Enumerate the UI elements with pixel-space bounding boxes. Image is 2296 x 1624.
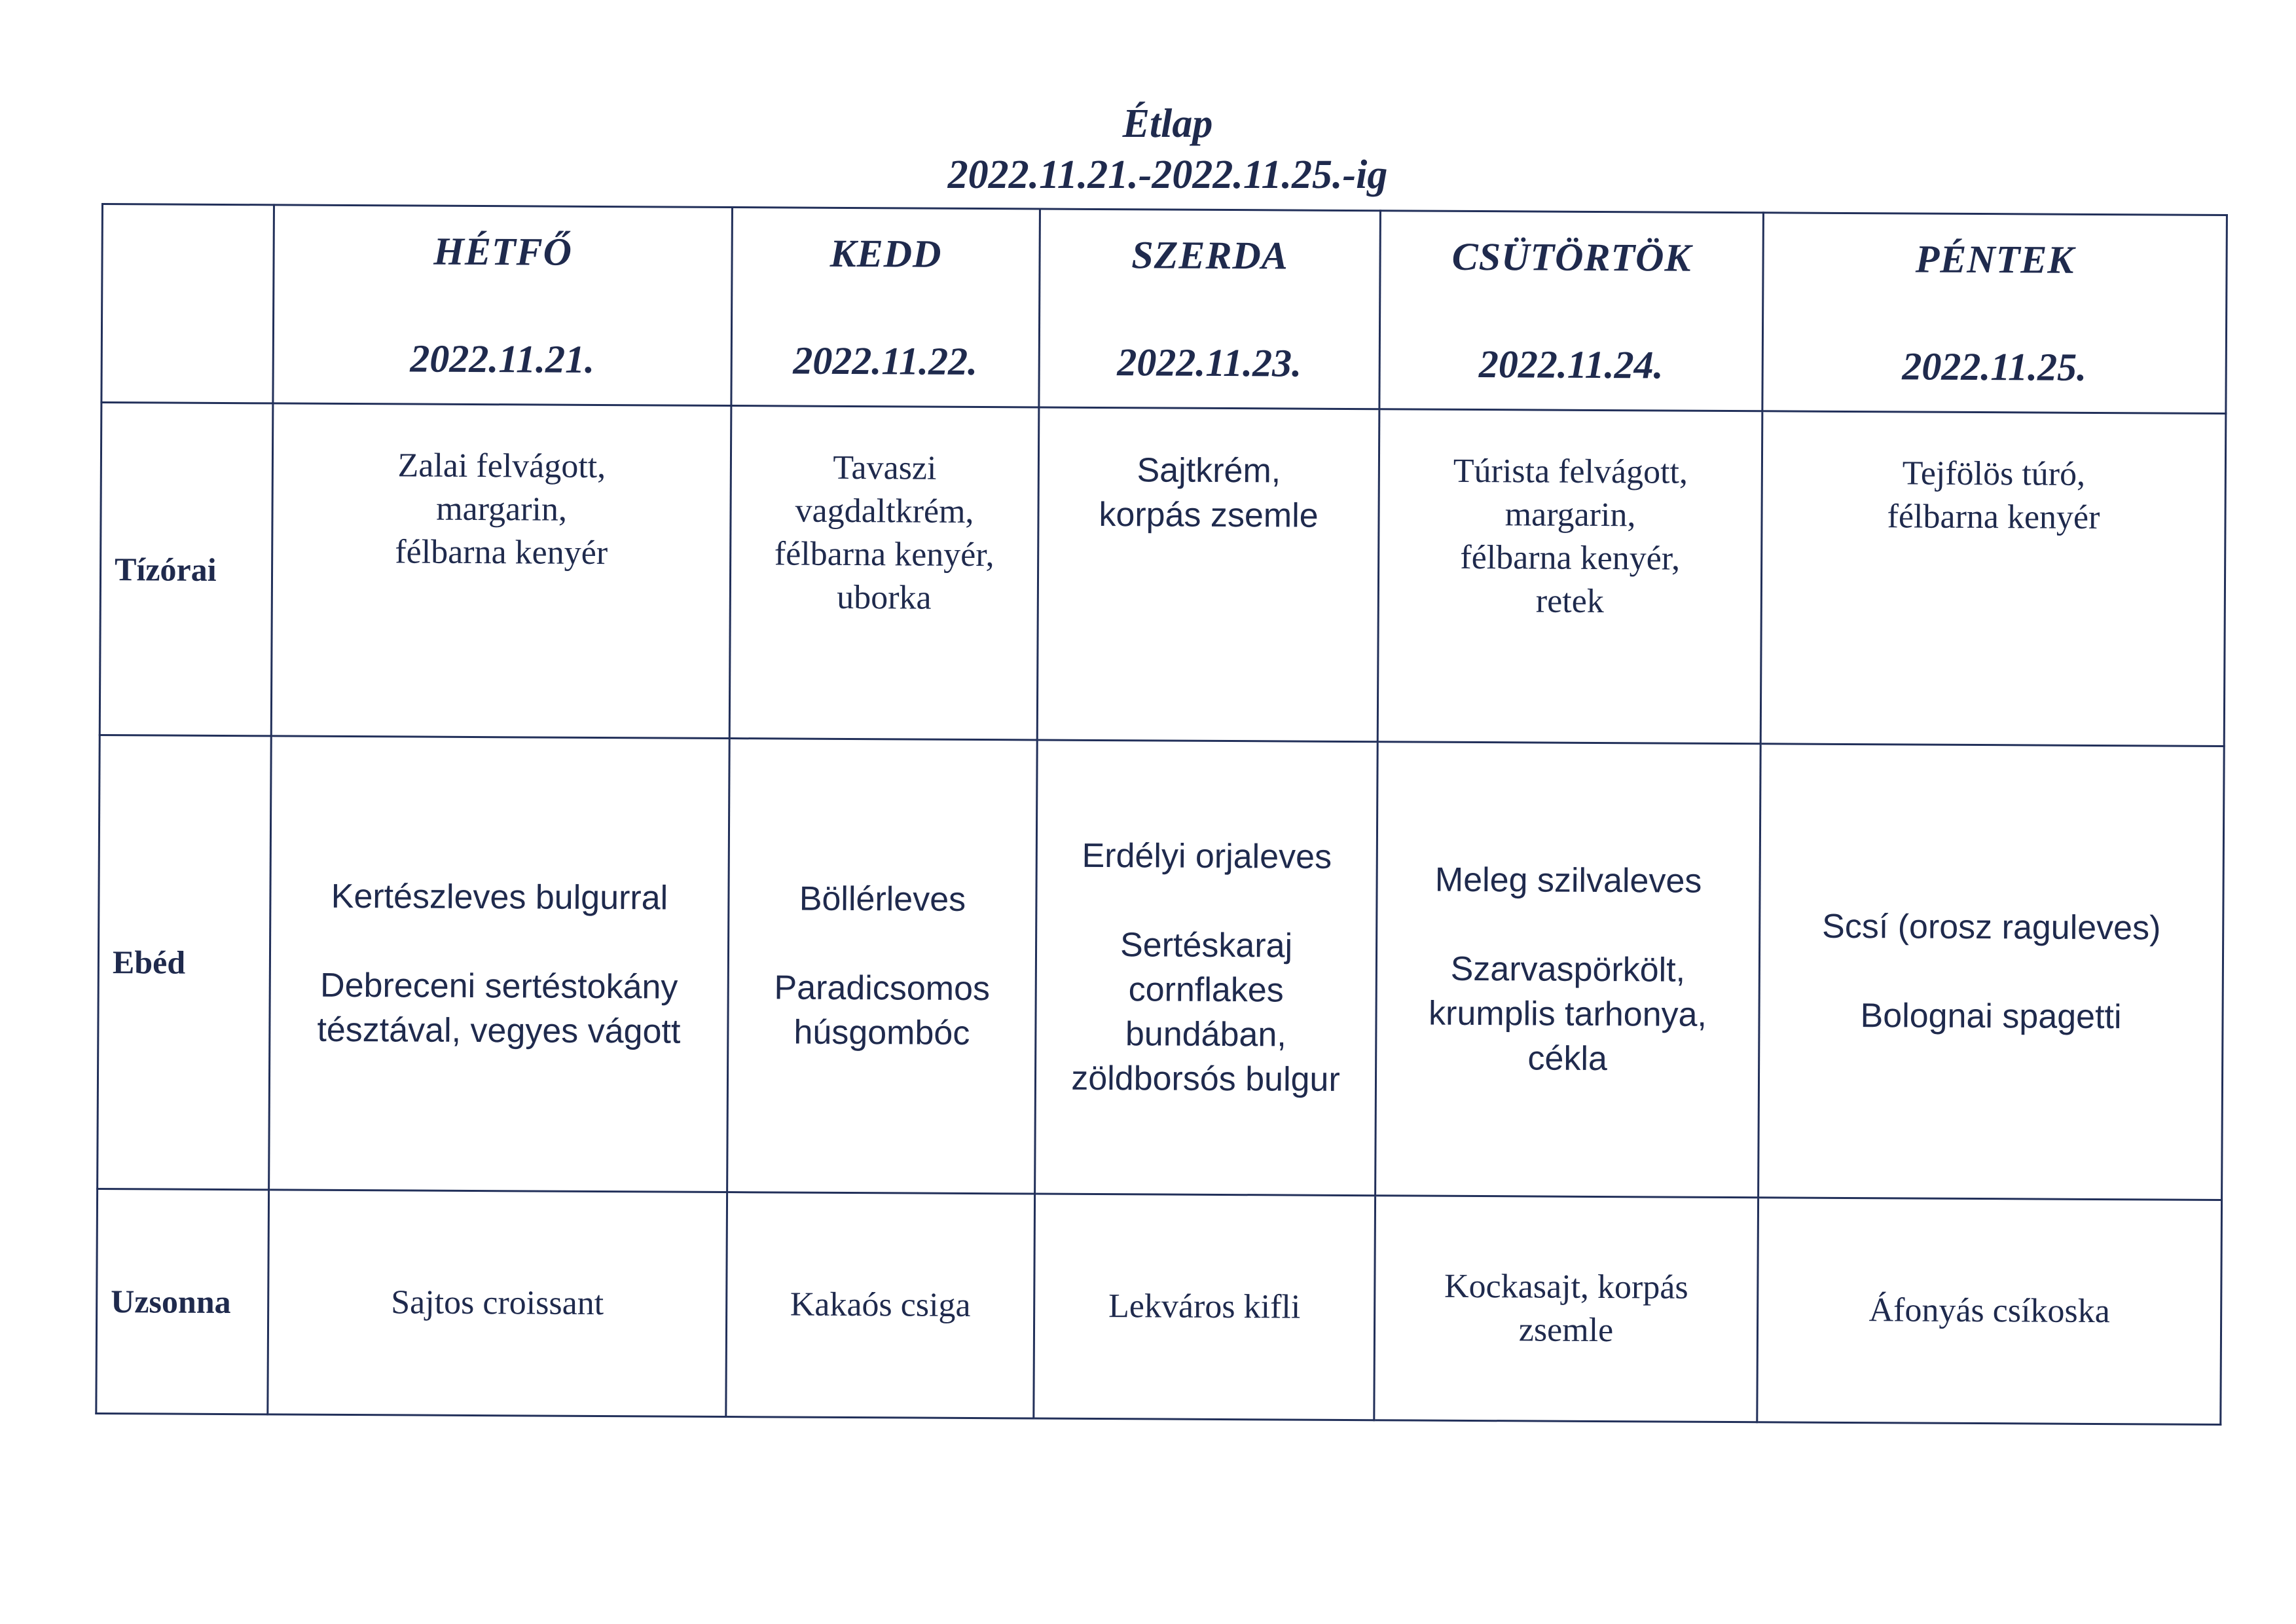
soup-line: Erdélyi orjaleves — [1082, 836, 1332, 876]
menu-line: Tavaszi — [833, 449, 937, 487]
row-label-uzsonna: Uzsonna — [96, 1189, 269, 1414]
menu-table — [95, 203, 2228, 1426]
menu-line: félbarna kenyér, — [774, 535, 994, 574]
menu-line: margarin, — [1504, 496, 1636, 534]
menu-cell — [271, 403, 731, 739]
main-line: Bolognai spagetti — [1860, 997, 2122, 1037]
day-name: KEDD — [829, 231, 942, 276]
menu-line: Lekváros kifli — [1108, 1287, 1301, 1326]
menu-line: zsemle — [1518, 1311, 1614, 1350]
menu-line: félbarna kenyér — [395, 533, 608, 572]
day-name: HÉTFŐ — [433, 229, 573, 274]
menu-cell — [727, 739, 1038, 1194]
day-date: 2022.11.23. — [1117, 340, 1302, 385]
menu-line: Áfonyás csíkoska — [1868, 1291, 2110, 1331]
menu-line: vagdaltkrém, — [795, 492, 974, 530]
menu-cell — [1757, 1198, 2222, 1425]
menu-line: Sajtkrém, — [1137, 451, 1281, 490]
menu-cell — [1034, 1194, 1376, 1420]
menu-cell — [269, 736, 730, 1192]
soup-line: Meleg szilvaleves — [1434, 860, 1702, 900]
main-line: Paradicsomos — [774, 969, 991, 1008]
row-label-tizorai: Tízórai — [100, 403, 273, 736]
soup-line: Kertészleves bulgurral — [331, 877, 668, 917]
menu-cell — [1377, 409, 1762, 744]
menu-line: Túrista felvágott, — [1453, 452, 1688, 491]
main-line: Debreceni sertéstokány — [319, 966, 678, 1006]
day-date: 2022.11.25. — [1902, 344, 2087, 389]
menu-cell — [726, 1192, 1035, 1418]
day-name: CSÜTÖRTÖK — [1451, 234, 1692, 280]
meal-row-ebed — [98, 735, 2225, 1200]
day-header-row — [101, 204, 2227, 414]
menu-line: Kockasajt, korpás — [1444, 1267, 1688, 1306]
menu-line: margarin, — [436, 490, 568, 528]
soup-line: Böllérleves — [799, 879, 966, 919]
menu-line: Kakaós csiga — [790, 1285, 971, 1324]
menu-cell — [1376, 742, 1761, 1198]
menu-cell — [268, 1190, 727, 1417]
day-name: PÉNTEK — [1915, 237, 2075, 282]
menu-cell — [1760, 411, 2226, 747]
main-line: Sertéskaraj — [1120, 926, 1293, 965]
menu-line: Tejfölös túró, — [1902, 454, 2086, 493]
document-header — [0, 98, 2296, 200]
menu-cell — [1758, 744, 2225, 1200]
main-line: bundában, — [1125, 1015, 1286, 1054]
soup-line: Scsí (orosz raguleves) — [1821, 907, 2161, 948]
main-line: húsgombóc — [793, 1013, 970, 1052]
day-header-monday — [273, 205, 733, 406]
day-date: 2022.11.21. — [410, 336, 595, 381]
day-header-thursday — [1379, 211, 1764, 411]
menu-line: Zalai felvágott, — [397, 447, 606, 486]
menu-line: uborka — [837, 578, 932, 617]
day-header-wednesday — [1039, 209, 1381, 409]
day-date: 2022.11.24. — [1478, 342, 1664, 386]
main-line: tésztával, vegyes vágott — [317, 1010, 681, 1051]
menu-cell — [1035, 740, 1378, 1196]
day-header-tuesday — [731, 208, 1040, 407]
day-name: SZERDA — [1131, 232, 1288, 277]
date-range: 2022.11.21.-2022.11.25.-ig — [947, 153, 1388, 197]
row-label-ebed: Ebéd — [98, 735, 272, 1189]
menu-line: retek — [1535, 582, 1604, 621]
main-line: zöldborsós bulgur — [1071, 1059, 1340, 1099]
menu-cell — [1374, 1196, 1758, 1422]
document-title: Étlap — [1122, 101, 1213, 146]
main-line: Szarvaspörkölt, — [1450, 950, 1686, 989]
menu-line: korpás zsemle — [1099, 495, 1319, 535]
main-line: cékla — [1527, 1039, 1608, 1079]
meal-row-tizorai — [100, 403, 2226, 747]
menu-line: félbarna kenyér — [1887, 498, 2100, 536]
main-line: cornflakes — [1128, 970, 1284, 1010]
main-line: krumplis tarhonya, — [1428, 994, 1707, 1034]
day-date: 2022.11.22. — [793, 339, 978, 383]
meal-row-uzsonna — [96, 1189, 2222, 1424]
menu-line: Sajtos croissant — [391, 1283, 604, 1323]
menu-cell — [729, 406, 1039, 740]
menu-cell — [1037, 407, 1379, 742]
corner-cell — [101, 204, 274, 403]
menu-line: félbarna kenyér, — [1460, 538, 1681, 578]
day-header-friday — [1762, 213, 2227, 414]
